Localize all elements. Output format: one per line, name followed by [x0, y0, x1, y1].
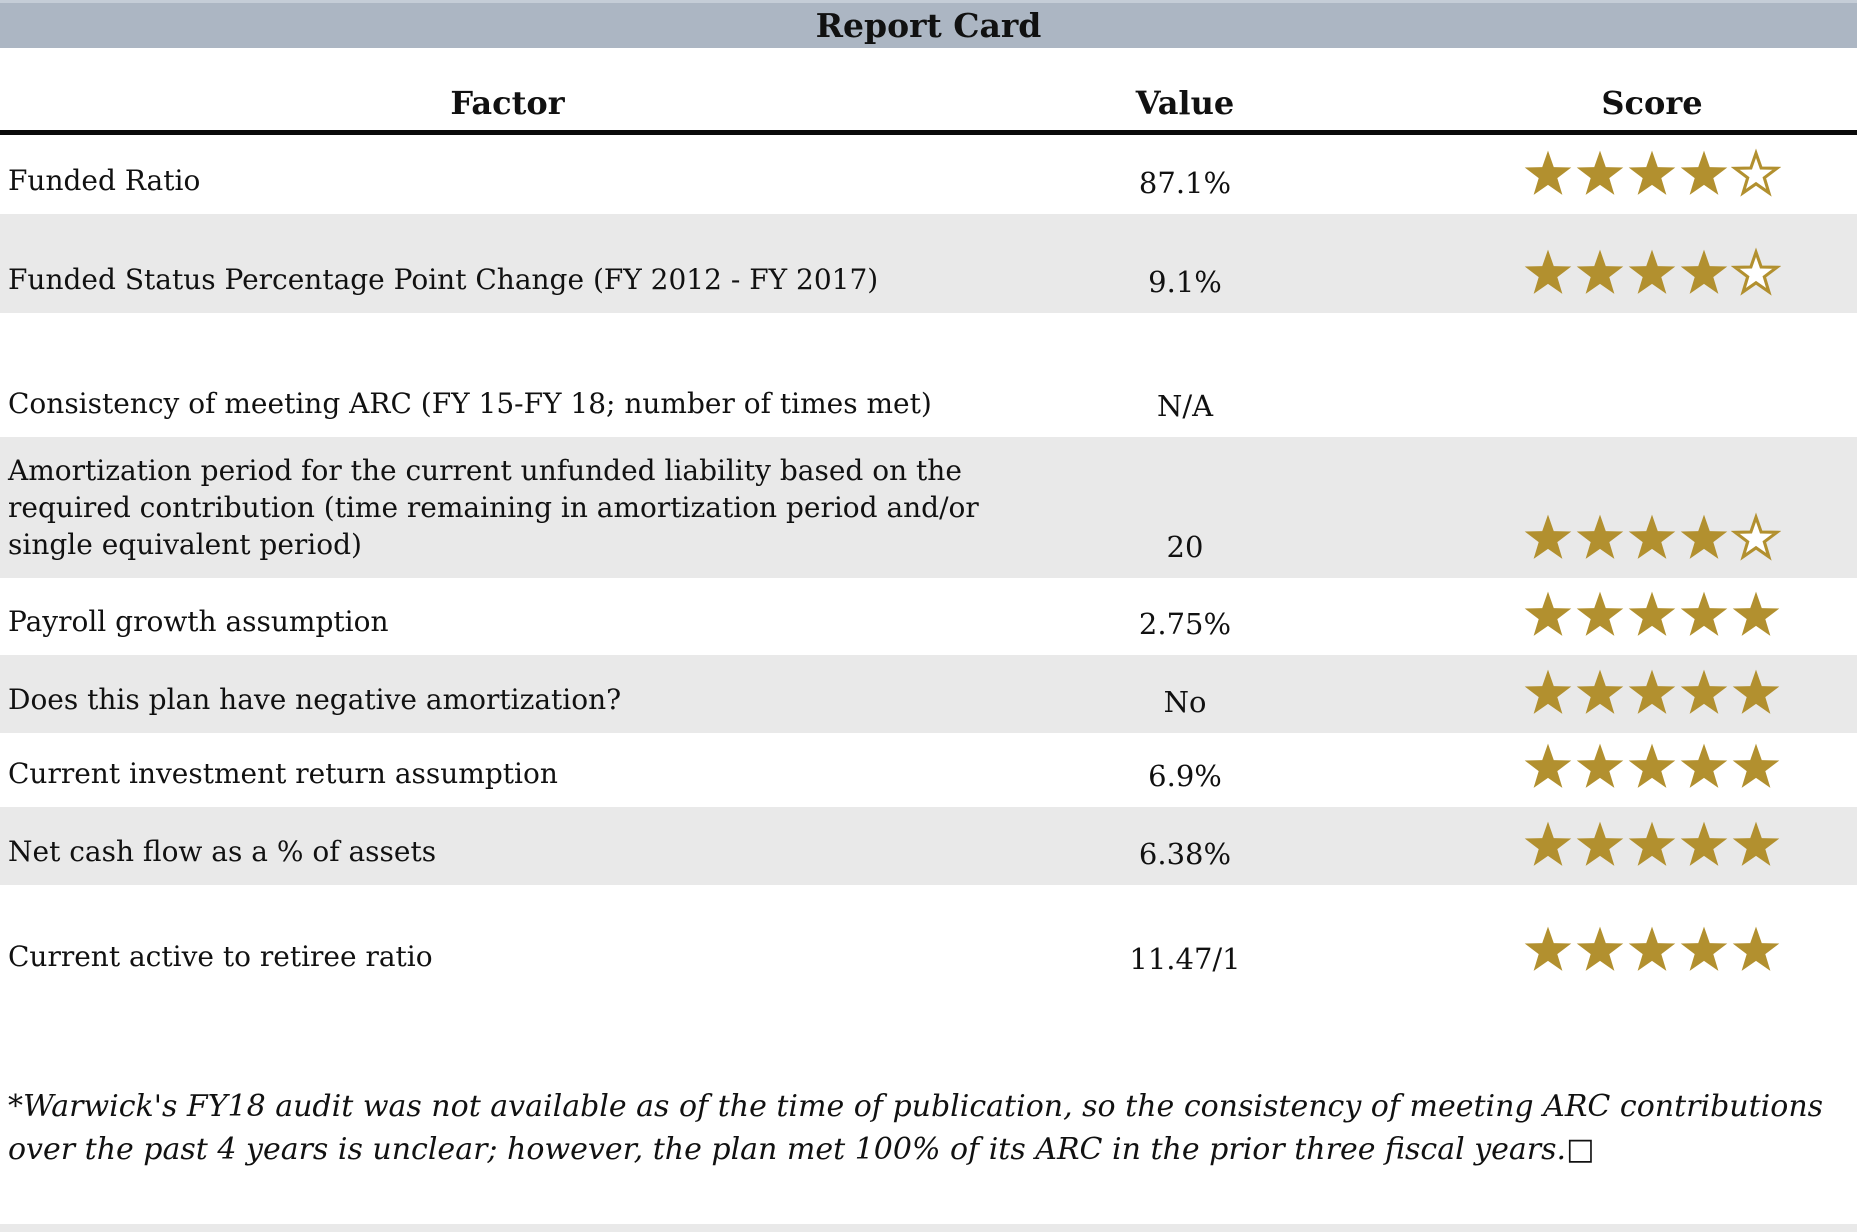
star-filled-icon — [1627, 589, 1677, 639]
value-label: 11.47/1 — [1129, 942, 1241, 976]
star-filled-icon — [1627, 512, 1677, 562]
star-filled-icon — [1575, 148, 1625, 198]
value-label: N/A — [1156, 389, 1214, 423]
star-filled-icon — [1575, 819, 1625, 869]
star-filled-icon — [1731, 819, 1781, 869]
star-filled-icon — [1575, 247, 1625, 297]
star-rating — [1355, 741, 1857, 807]
star-filled-icon — [1731, 589, 1781, 639]
value-label: 6.38% — [1138, 837, 1232, 871]
star-outline-icon — [1731, 247, 1781, 297]
star-filled-icon — [1679, 589, 1729, 639]
star-rating — [1355, 512, 1857, 578]
star-filled-icon — [1523, 512, 1573, 562]
star-filled-icon — [1523, 819, 1573, 869]
column-header-factor: Factor — [450, 84, 565, 122]
table-row — [0, 135, 1857, 214]
star-filled-icon — [1575, 741, 1625, 791]
footnote — [8, 1086, 1837, 1171]
star-filled-icon — [1679, 148, 1729, 198]
value-label: 20 — [1166, 530, 1204, 564]
star-filled-icon — [1627, 741, 1677, 791]
star-filled-icon — [1679, 512, 1729, 562]
title-bar — [0, 0, 1857, 48]
star-filled-icon — [1575, 589, 1625, 639]
star-filled-icon — [1731, 924, 1781, 974]
star-filled-icon — [1523, 148, 1573, 198]
star-filled-icon — [1679, 667, 1729, 717]
star-rating — [1355, 924, 1857, 990]
star-filled-icon — [1679, 924, 1729, 974]
star-rating — [1355, 148, 1857, 214]
value-label: 6.9% — [1148, 759, 1222, 793]
column-header-score: Score — [1601, 84, 1703, 122]
table-row — [0, 578, 1857, 655]
table-row — [0, 885, 1857, 990]
star-rating — [1355, 819, 1857, 885]
table-row — [0, 313, 1857, 437]
star-filled-icon — [1523, 741, 1573, 791]
star-filled-icon — [1679, 741, 1729, 791]
factor-label: Does this plan have negative amortization? — [8, 683, 622, 717]
factor-label: Payroll growth assumption — [8, 605, 389, 639]
star-outline-icon — [1731, 512, 1781, 562]
table-body — [0, 135, 1857, 990]
factor-label: Net cash flow as a % of assets — [8, 835, 437, 869]
star-filled-icon — [1523, 247, 1573, 297]
star-filled-icon — [1731, 667, 1781, 717]
table-row — [0, 655, 1857, 733]
value-label: 9.1% — [1148, 265, 1222, 299]
star-filled-icon — [1627, 924, 1677, 974]
star-rating — [1355, 247, 1857, 313]
value-label: No — [1163, 685, 1207, 719]
star-filled-icon — [1627, 247, 1677, 297]
factor-label: Funded Status Percentage Point Change (FY 2012 - FY 2017) — [8, 263, 879, 297]
star-filled-icon — [1627, 819, 1677, 869]
star-filled-icon — [1679, 819, 1729, 869]
value-label: 87.1% — [1138, 166, 1232, 200]
factor-label: Current active to retiree ratio — [8, 940, 433, 974]
star-rating — [1355, 667, 1857, 733]
factor-label: Funded Ratio — [8, 164, 201, 198]
star-rating — [1355, 421, 1857, 437]
star-filled-icon — [1523, 924, 1573, 974]
factor-label: Consistency of meeting ARC (FY 15-FY 18; number of times met) — [8, 387, 932, 421]
bottom-row-edge — [0, 1224, 1857, 1232]
value-label: 2.75% — [1138, 607, 1232, 641]
page-title: Report Card — [815, 6, 1042, 45]
star-filled-icon — [1627, 667, 1677, 717]
table-row — [0, 214, 1857, 313]
table-row — [0, 733, 1857, 807]
star-filled-icon — [1627, 148, 1677, 198]
star-filled-icon — [1523, 667, 1573, 717]
column-header-value: Value — [1135, 84, 1235, 122]
star-rating — [1355, 589, 1857, 655]
star-filled-icon — [1575, 667, 1625, 717]
star-filled-icon — [1575, 924, 1625, 974]
table-row — [0, 437, 1857, 578]
star-filled-icon — [1679, 247, 1729, 297]
star-filled-icon — [1575, 512, 1625, 562]
table-header-row — [0, 48, 1857, 135]
star-filled-icon — [1523, 589, 1573, 639]
factor-label: Current investment return assumption — [8, 757, 558, 791]
footnote-line-1: *Warwick's FY18 audit was not available as of the time of publication, so the consistency of meeting ARC contributions — [8, 1089, 1824, 1124]
star-outline-icon — [1731, 148, 1781, 198]
factor-label: Amortization period for the current unfunded liability based on the required contribution (time remaining in amortization period and/or single equivalent period) — [8, 454, 979, 562]
footnote-line-2: over the past 4 years is unclear; however, the plan met 100% of its ARC in the prior three fiscal years.□ — [8, 1131, 1595, 1167]
table-row — [0, 807, 1857, 885]
star-filled-icon — [1731, 741, 1781, 791]
